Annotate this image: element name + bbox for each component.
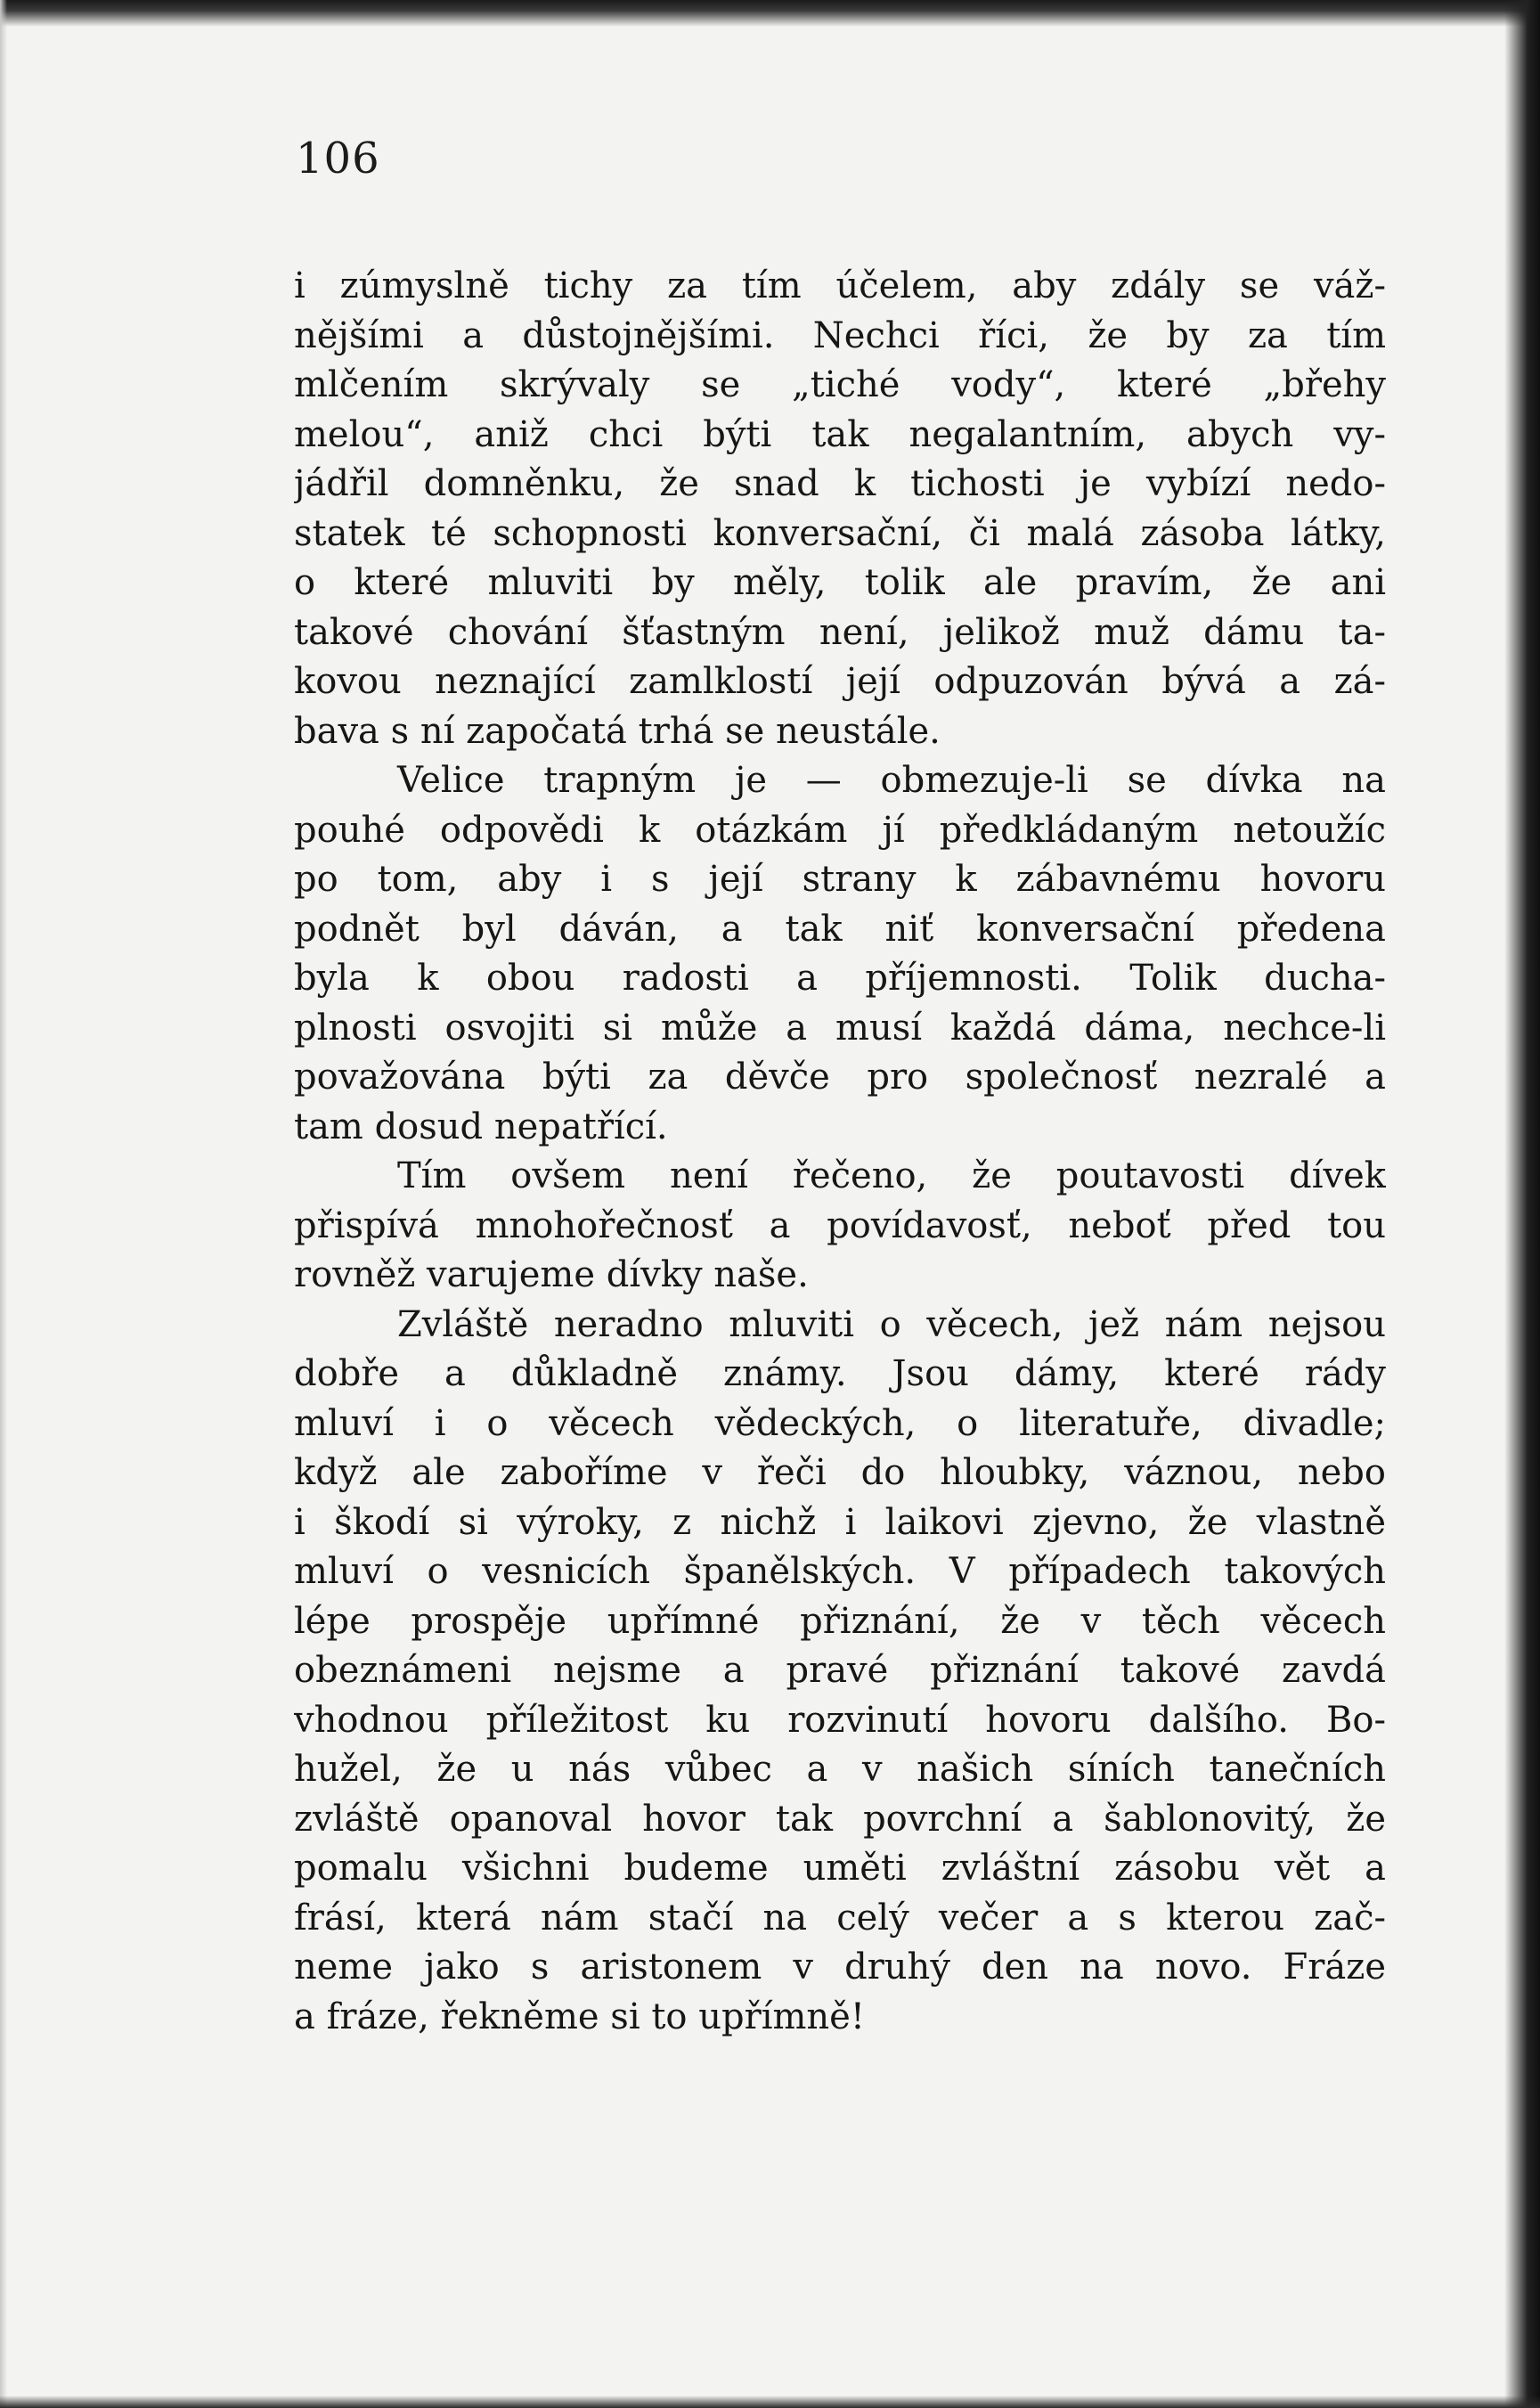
text-line: tam dosud nepatřící.: [294, 1106, 668, 1147]
text-line: vhodnou příležitost ku rozvinutí hovoru dalšího. Bo-: [294, 1699, 1386, 1741]
text-line: mluví i o věcech vědeckých, o literatuře, divadle;: [294, 1402, 1386, 1444]
text-line: rovněž varujeme dívky naše.: [294, 1254, 809, 1295]
text-line: dobře a důkladně známy. Jsou dámy, které rády: [294, 1353, 1386, 1394]
text-line: považována býti za děvče pro společnosť nezralé a: [294, 1057, 1386, 1098]
body-text: [294, 262, 1386, 2042]
text-line: i zúmyslně tichy za tím účelem, aby zdály se váž-: [294, 265, 1386, 306]
text-line: obeznámeni nejsme a pravé přiznání takové zavdá: [294, 1650, 1386, 1691]
text-line: pomalu všichni budeme uměti zvláštní zásobu vět a: [294, 1848, 1386, 1889]
text-line: a fráze, řekněme si to upřímně!: [294, 1996, 865, 2037]
text-line: kovou neznající zamlklostí její odpuzován bývá a zá-: [294, 661, 1386, 702]
text-line: zvláště opanoval hovor tak povrchní a šablonovitý, že: [294, 1798, 1386, 1840]
page-number: 106: [296, 134, 380, 184]
scan-edge-top: [0, 0, 1540, 27]
text-line: Velice trapným je — obmezuje-li se dívka na: [397, 760, 1386, 801]
text-line: jádřil domněnku, že snad k tichosti je vybízí nedo-: [294, 463, 1386, 504]
text-line: když ale zaboříme v řeči do hloubky, váznou, nebo: [294, 1452, 1386, 1493]
text-line: mlčením skrývaly se „tiché vody“, které „břehy: [294, 364, 1386, 405]
text-line: statek té schopnosti konversační, či malá zásoba látky,: [294, 512, 1386, 554]
scan-edge-bottom: [0, 2396, 1540, 2408]
text-line: po tom, aby i s její strany k zábavnému hovoru: [294, 859, 1386, 900]
text-line: neme jako s aristonem v druhý den na novo. Fráze: [294, 1947, 1386, 1988]
scan-edge-left: [0, 0, 7, 2408]
text-line: mluví o vesnicích španělských. V případech takových: [294, 1551, 1386, 1592]
text-line: přispívá mnohořečnosť a povídavosť, neboť před tou: [294, 1204, 1386, 1246]
text-line: melou“, aniž chci býti tak negalantním, abych vy-: [294, 413, 1386, 455]
text-line: lépe prospěje upřímné přiznání, že v těch věcech: [294, 1600, 1386, 1642]
text-line: Zvláště neradno mluviti o věcech, jež nám nejsou: [397, 1303, 1386, 1345]
text-line: nějšími a důstojnějšími. Nechci říci, že by za tím: [294, 314, 1386, 356]
text-line: pouhé odpovědi k otázkám jí předkládaným netoužíc: [294, 809, 1386, 851]
text-line: plnosti osvojiti si může a musí každá dáma, nechce-li: [294, 1007, 1386, 1049]
text-line: frásí, která nám stačí na celý večer a s kterou zač-: [294, 1897, 1386, 1939]
text-line: Tím ovšem není řečeno, že poutavosti dívek: [397, 1155, 1386, 1196]
text-line: podnět byl dáván, a tak niť konversační předena: [294, 908, 1386, 950]
text-line: i škodí si výroky, z nichž i laikovi zjevno, že vlastně: [294, 1501, 1386, 1543]
text-line: hužel, že u nás vůbec a v našich síních tanečních: [294, 1749, 1386, 1790]
text-line: bava s ní započatá trhá se neustále.: [294, 710, 941, 752]
text-line: o které mluviti by měly, tolik ale pravím, že ani: [294, 562, 1386, 603]
text-line: byla k obou radosti a příjemnosti. Tolik ducha-: [294, 958, 1386, 999]
scan-edge-right: [1504, 0, 1540, 2408]
text-line: takové chování šťastným není, jelikož muž dámu ta-: [294, 611, 1386, 653]
